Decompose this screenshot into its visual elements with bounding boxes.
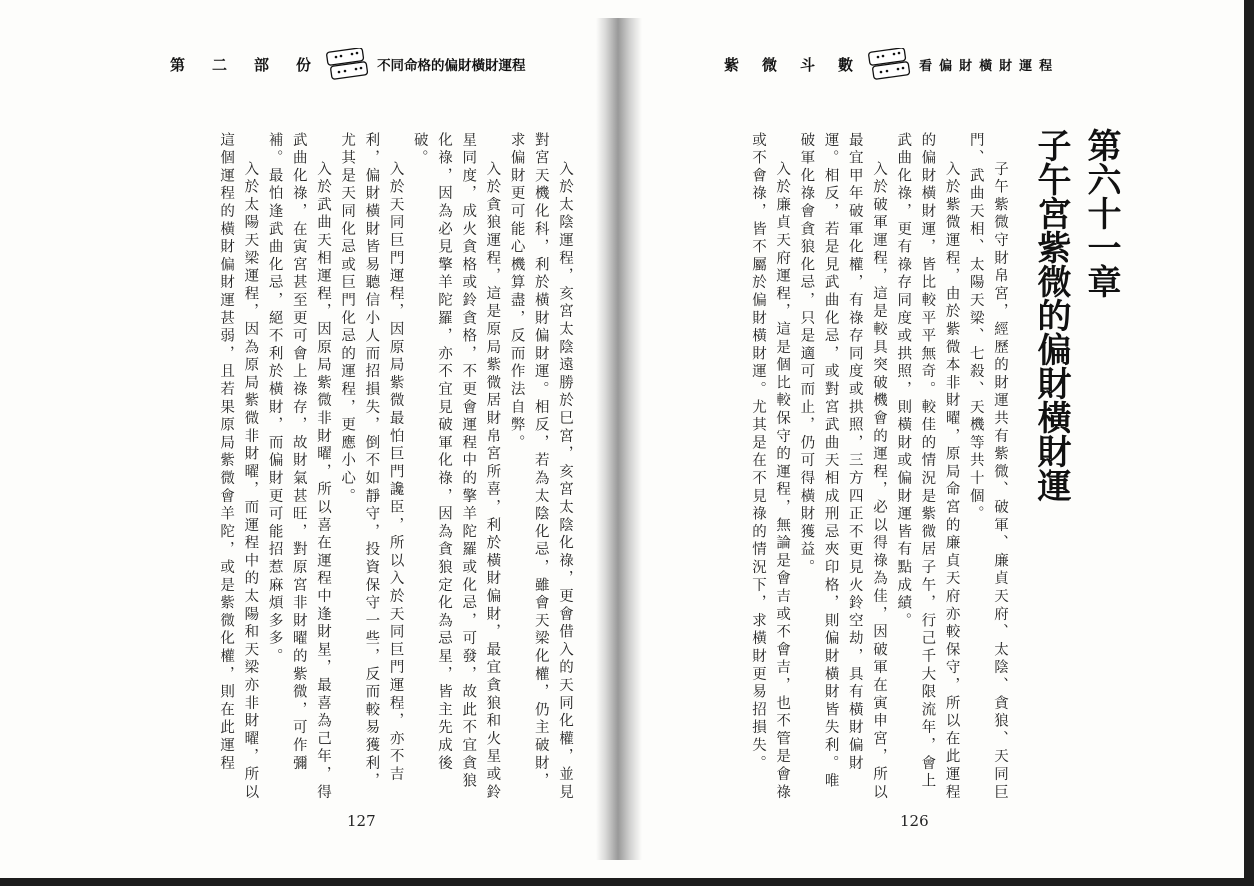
header-char: 第 [170,55,186,74]
dominoes-icon [323,48,371,80]
paragraph: 入於紫微運程，由於紫微本非財曜，原局命宮的廉貞天府亦較保守，所以在此運程的偏財橫財運，皆比較平平無奇。較佳的情況是紫微居子午，行己千大限流年，會上武曲化祿，更有祿存同度或拱照，則橫財或偏財運皆有點成績。 [895,132,960,802]
left-page-body [152,132,577,806]
right-header-subtitle: 看偏財橫財運程 [919,58,1060,74]
page-gutter [596,18,642,860]
right-page-number: 126 [900,812,929,830]
chapter-title: 子午宮紫微的偏財橫財運 [1031,128,1071,502]
left-header-subtitle: 不同命格的偏財橫財運程 [377,58,526,74]
paragraph: 入於天同巨門運程，因原局紫微最怕巨門讒臣，所以入於天同巨門運程，亦不吉利，偏財橫財皆易聽信小人而招損失，倒不如靜守，投資保守一些，反而較易獲利，尤其是天同化忌或巨門化忌的運程，更應小心。 [339,132,404,791]
left-page-header [170,44,570,84]
paragraph: 入於太陽天梁運程，因為原局紫微非財曜，而運程中的太陽和天梁亦非財曜，所以這個運程的橫財偏財運甚弱，且若果原局紫微會羊陀，或是紫微化權，則在此運程 [218,132,259,802]
header-char: 二 [212,55,228,74]
right-page-body [704,132,1012,806]
viewer-edge-bottom [0,878,1254,886]
paragraph: 入於太陰運程，亥宮太陰遠勝於巳宮，亥宮太陰化祿，更會借入的天同化權，並見對宮天機化科，利於橫財偏財運。相反，若為太陰化忌，雖會天梁化權，仍主破財，求偏財更可能心機算盡，反而作法自弊。 [508,132,573,802]
header-char: 份 [296,55,312,74]
header-char: 部 [254,55,270,74]
paragraph: 入於武曲天相運程，因原局紫微非財曜，所以喜在運程中逢財星，最喜為己年，得武曲化祿，在寅宮甚至更可會上祿存，故財氣甚旺，對原宮非財曜的紫微，可作彌補。最怕逢武曲化忌，絕不利於橫財，而偏財更可能招惹麻煩多多。 [266,132,331,802]
header-char: 斗 [800,55,816,74]
paragraph: 子午紫微守財帛宮，經歷的財運共有紫微、破軍、廉貞天府、太陰、貪狼、天同巨門、武曲天相、太陽天梁、七殺、天機等共十個。 [967,132,1008,802]
dominoes-icon [865,48,913,80]
header-char: 紫 [724,55,740,74]
chapter-label: 第六十一章 [1081,128,1121,298]
header-char: 微 [762,55,778,74]
paragraph: 入於貪狼運程，這是原局紫微居財帛宮所喜，利於橫財偏財，最宜貪狼和火星或鈴星同度，成火貪格或鈴貪格，不更會運程中的擎羊陀羅或化忌，可發，故此不宜貪狼化祿，因為必見擎羊陀羅，亦不宜見破軍化祿，因為貪狼定化為忌星，皆主先成後破。 [411,132,501,802]
left-header-part-title [170,54,311,75]
paragraph: 入於廉貞天府運程，這是個比較保守的運程，無論是會吉或不會吉，也不管是會祿或不會祿，皆不屬於偏財橫財運。尤其是在不見祿的情況下，求橫財更易招損失。 [749,132,791,802]
right-page-header [724,44,1104,84]
chapter-heading [1031,128,1126,688]
header-char: 數 [838,55,854,74]
right-header-book-title [724,54,853,75]
left-page-number: 127 [347,812,376,830]
viewer-edge-right [1244,0,1254,886]
paragraph: 入於破軍運程，這是較具突破機會的運程，必以得祿為佳，因破軍在寅申宮，所以最宜甲年破軍化權，有祿存同度或拱照，三方四正不更見火鈴空劫，具有橫財偏財運。相反，若是見武曲化忌，或對宮武曲天相成刑忌夾印格，則偏財橫財皆失利。唯破軍化祿會貪狼化忌，只是適可而止，仍可得橫財獲益。 [798,132,887,802]
